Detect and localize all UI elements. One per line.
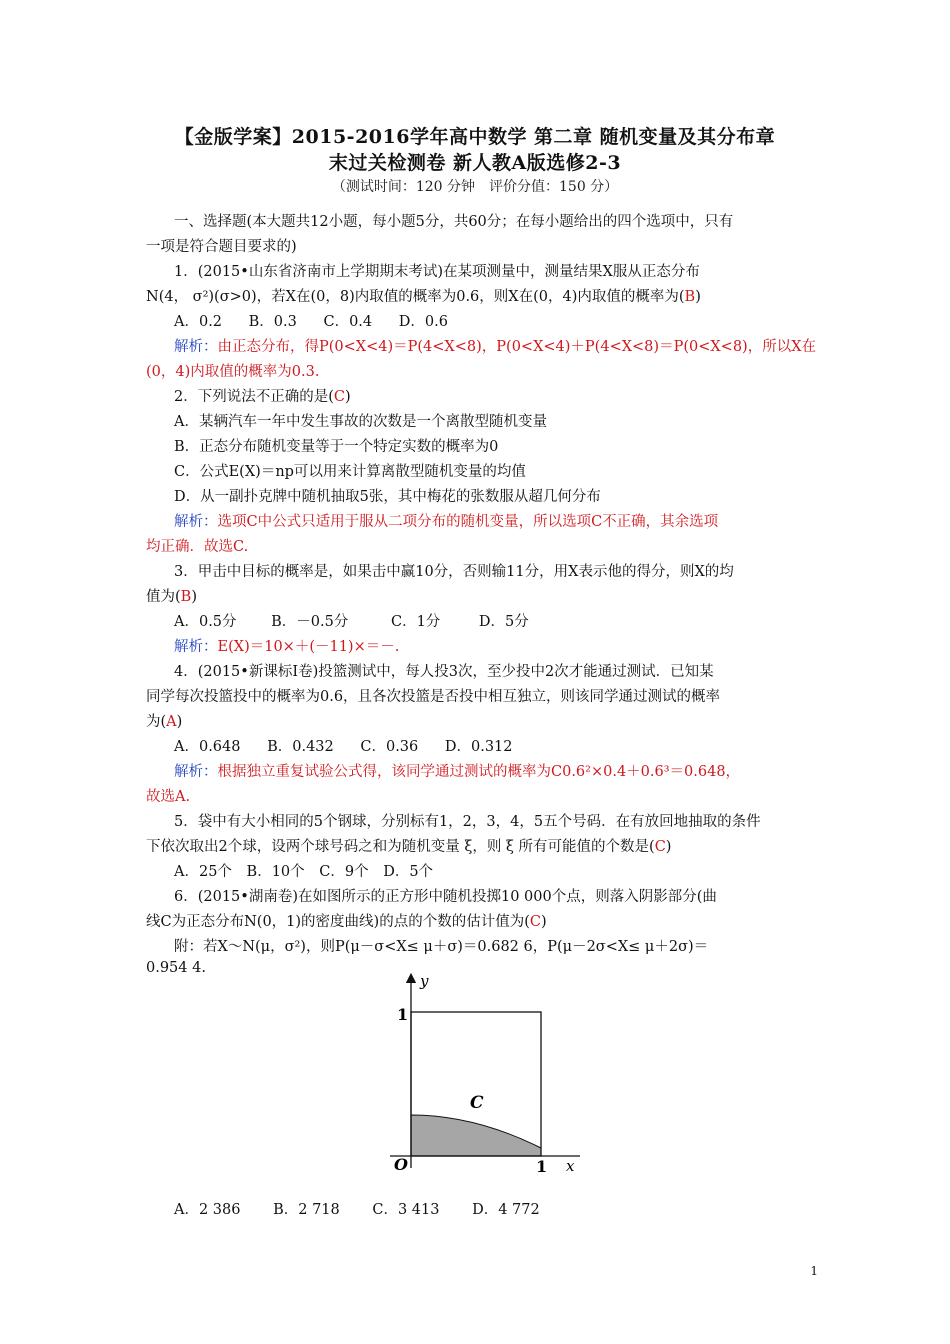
q4-options [174,735,844,756]
q6-option-c: C．3 413 [372,1202,440,1218]
q4-option-a: A．0.648 [174,739,241,755]
shaded-region [411,1115,541,1156]
q6-options [174,1198,844,1219]
q4-option-d: D．0.312 [444,739,513,755]
q6-stem-line1: 6．(2015•湖南卷)在如图所示的正方形中随机投掷10 000个点，则落入阴影部分(曲 [174,889,717,905]
q3-option-d: D．5分 [478,614,529,630]
q3-answer: B [180,589,192,605]
q2-analysis-line2: 均正确．故选C. [146,539,249,555]
q1-option-a: A．0.2 [174,314,223,330]
q3-stem-line1: 3．甲击中目标的概率是，如果击中赢10分，否则输11分，用X表示他的得分，则X的均 [174,564,734,580]
q6-stem-line2: 线C为正态分布N(0，1)的密度曲线)的点的个数的估计值为(C) [146,914,547,930]
y-one-label: 1 [397,1005,409,1024]
q1-analysis-line2: (0，4)内取值的概率为0.3. [146,364,320,380]
q6-option-b: B．2 718 [273,1202,340,1218]
q2-analysis-line1: 解析：选项C中公式只适用于服从二项分布的随机变量，所以选项C不正确，其余选项 [174,514,719,530]
normal-curve-square-diagram [380,968,590,1173]
q4-stem-line3: 为(A) [146,714,183,730]
q3-option-b: B．－0.5分 [271,614,349,630]
origin-label: O [394,1155,408,1173]
q6-answer: C [529,914,541,930]
q4-analysis-line1: 解析：根据独立重复试验公式得，该同学通过测试的概率为C0.6²×0.4＋0.6³＝0.648， [174,764,741,780]
q2-option-d: D．从一副扑克牌中随机抽取5张，其中梅花的张数服从超几何分布 [174,489,601,505]
q5-option-b: B．10个 [246,864,305,880]
q2-option-c: C．公式E(X)＝np可以用来计算离散型随机变量的均值 [174,464,526,480]
q1-option-b: B．0.3 [248,314,297,330]
q6-option-d: D．4 772 [472,1202,540,1218]
q2-option-b: B．正态分布随机变量等于一个特定实数的概率为0 [174,439,499,455]
q3-analysis: 解析：E(X)＝10×＋(－11)×＝－. [174,639,400,655]
q6-figure [380,968,590,1173]
q4-option-b: B．0.432 [267,739,334,755]
q6-note-line2: 0.954 4. [146,960,206,976]
q1-stem-line2: N(4， σ²)(σ>0)，若X在(0，8)内取值的概率为0.6，则X在(0，4)内取值的概率为(B) [146,289,701,305]
page-number: 1 [810,1264,818,1278]
y-axis-label: y [420,972,429,990]
section-heading-line2: 一项是符合题目要求的) [146,239,297,255]
q5-stem-line2: 下依次取出2个球，设两个球号码之和为随机变量 ξ，则 ξ 所有可能值的个数是(C) [146,839,672,855]
doc-subtitle: （测试时间：120 分钟 评价分值：150 分） [331,179,619,195]
q6-note-line1: 附：若X～N(μ，σ²)，则P(μ－σ<X≤ μ＋σ)＝0.682 6，P(μ－2σ<X≤ μ＋2σ)＝ [174,939,709,955]
q4-stem-line2: 同学每次投篮投中的概率为0.6，且各次投篮是否投中相互独立，则该同学通过测试的概率 [146,689,721,705]
q5-answer: C [654,839,666,855]
q3-options [174,610,844,631]
x-axis-label: x [566,1157,575,1173]
q4-stem-line1: 4．(2015•新课标Ⅰ卷)投篮测试中，每人投3次，至少投中2次才能通过测试．已知某 [174,664,714,680]
q3-stem-line2: 值为(B) [146,589,197,605]
section-heading-line1: 一、选择题(本大题共12小题，每小题5分，共60分；在每小题给出的四个选项中，只有 [174,214,734,230]
curve-label: C [470,1093,484,1113]
doc-title-line2: 末过关检测卷 新人教A版选修2-3 [328,152,622,174]
x-one-label: 1 [536,1157,548,1173]
q5-options [174,860,844,881]
doc-title-line1: 【金版学案】2015-2016学年高中数学 第二章 随机变量及其分布章 [174,126,776,148]
q4-option-c: C．0.36 [360,739,419,755]
q2-option-a: A．某辆汽车一年中发生事故的次数是一个离散型随机变量 [174,414,547,430]
q1-stem-line1: 1．(2015•山东省济南市上学期期末考试)在某项测量中，测量结果X服从正态分布 [174,264,700,280]
q1-option-d: D．0.6 [398,314,448,330]
q1-answer: B [684,289,696,305]
q5-option-d: D．5个 [383,864,434,880]
q1-options [174,310,844,331]
q4-answer: A [166,714,177,730]
q2-answer: C [333,389,345,405]
q6-option-a: A．2 386 [174,1202,241,1218]
q5-option-c: C．9个 [319,864,369,880]
q3-option-c: C．1分 [390,614,441,630]
q1-option-c: C．0.4 [323,314,373,330]
q5-stem-line1: 5．袋中有大小相同的5个钢球，分别标有1，2，3，4，5五个号码．在有放回地抽取的条件 [174,814,761,830]
q1-analysis-line1: 解析：由正态分布，得P(0<X<4)＝P(4<X<8)，P(0<X<4)＋P(4<X<8)＝P(0<X<8)，所以X在 [174,339,817,355]
q2-stem: 2．下列说法不正确的是(C) [174,389,351,405]
q4-analysis-line2: 故选A. [146,789,191,805]
q3-option-a: A．0.5分 [174,614,237,630]
q5-option-a: A．25个 [174,864,232,880]
